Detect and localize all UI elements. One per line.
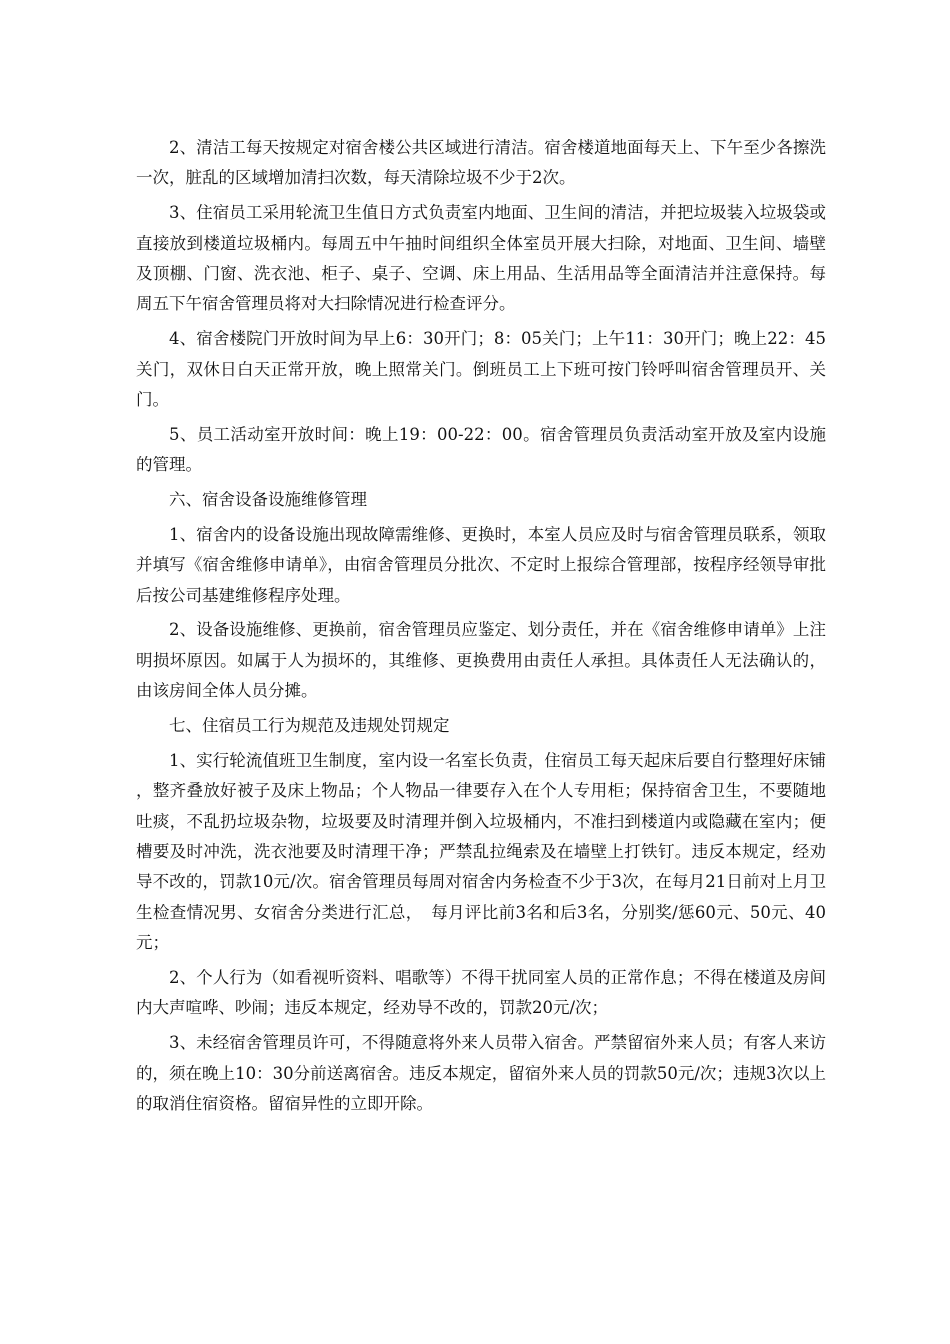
document-body — [136, 133, 826, 1124]
paragraph-gate-hours: 4、宿舍楼院门开放时间为早上6：30开门；8：05关门；上午11：30开门；晚上22：45关门，双休日白天正常开放，晚上照常关门。倒班员工上下班可按门铃呼叫宿舍管理员开、关门。 — [136, 329, 826, 410]
paragraph-hygiene-rules: 1、实行轮流值班卫生制度，室内设一名室长负责，住宿员工每天起床后要自行整理好床铺，整齐叠放好被子及床上物品；个人物品一律要存入在个人专用柜；保持宿舍卫生，不要随地吐痰，不乱扔垃圾杂物，垃圾要及时清理并倒入垃圾桶内，不准扫到楼道内或隐藏在室内；便槽要及时冲洗，洗衣池要及时清理干净；严禁乱拉绳索及在墙壁上打铁钉。违反本规定，经劝导不改的，罚款10元/次。宿舍管理员每周对宿舍内务检查不少于3次，在每月21日前对上月卫生检查情况男、女宿舍分类进行汇总， 每月评比前3名和后3名，分别奖/惩60元、50元、40元； — [136, 750, 826, 953]
paragraph-repair-request: 1、宿舍内的设备设施出现故障需维修、更换时，本室人员应及时与宿舍管理员联系，领取并填写《宿舍维修申请单》，由宿舍管理员分批次、不定时上报综合管理部，按程序经领导审批后按公司基建维修程序处理。 — [136, 524, 826, 605]
paragraph-noise-rules: 2、个人行为（如看视听资料、唱歌等）不得干扰同室人员的正常作息；不得在楼道及房间内大声喧哗、吵闹；违反本规定，经劝导不改的，罚款20元/次； — [136, 968, 826, 1018]
paragraph-repair-responsibility: 2、设备设施维修、更换前，宿舍管理员应鉴定、划分责任，并在《宿舍维修申请单》上注明损坏原因。如属于人为损坏的，其维修、更换费用由责任人承担。具体责任人无法确认的，由该房间全体人员分摊。 — [136, 620, 826, 701]
section-heading-conduct-rules: 七、住宿员工行为规范及违规处罚规定 — [169, 716, 450, 736]
paragraph-cleaning-public-area: 2、清洁工每天按规定对宿舍楼公共区域进行清洁。宿舍楼道地面每天上、下午至少各擦洗一次，脏乱的区域增加清扫次数，每天清除垃圾不少于2次。 — [136, 138, 826, 188]
paragraph-visitor-rules: 3、未经宿舍管理员许可，不得随意将外来人员带入宿舍。严禁留宿外来人员；有客人来访的，须在晚上10：30分前送离宿舍。违反本规定，留宿外来人员的罚款50元/次；违规3次以上的取消住宿资格。留宿异性的立即开除。 — [136, 1033, 826, 1114]
section-heading-maintenance: 六、宿舍设备设施维修管理 — [169, 490, 367, 510]
paragraph-duty-rotation: 3、住宿员工采用轮流卫生值日方式负责室内地面、卫生间的清洁，并把垃圾装入垃圾袋或直接放到楼道垃圾桶内。每周五中午抽时间组织全体室员开展大扫除，对地面、卫生间、墙壁及顶棚、门窗、洗衣池、柜子、桌子、空调、床上用品、生活用品等全面清洁并注意保持。每周五下午宿舍管理员将对大扫除情况进行检查评分。 — [136, 203, 826, 314]
paragraph-activity-room-hours: 5、员工活动室开放时间：晚上19：00-22：00。宿舍管理员负责活动室开放及室内设施的管理。 — [136, 424, 826, 475]
